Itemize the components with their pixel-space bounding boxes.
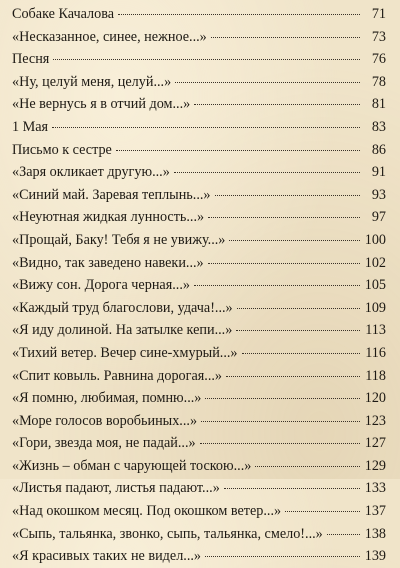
toc-entry-title: «Гори, звезда моя, не падай...» bbox=[12, 435, 196, 452]
toc-entry-page-number: 129 bbox=[364, 457, 386, 474]
toc-entry-page-number: 86 bbox=[371, 141, 386, 158]
toc-entry-title: «Вижу сон. Дорога черная...» bbox=[12, 277, 190, 294]
toc-entry bbox=[12, 229, 386, 252]
toc-entry-page-number: 116 bbox=[365, 344, 386, 361]
toc-entry-title: «Я красивых таких не видел...» bbox=[12, 548, 202, 565]
toc-entry-title: «Спит ковыль. Равнина дорогая...» bbox=[12, 367, 223, 384]
dot-leader bbox=[229, 240, 360, 241]
toc-entry-title: «Неуютная жидкая лунность...» bbox=[12, 209, 205, 226]
toc-entry-title: «Над окошком месяц. Под окошком ветер...» bbox=[12, 503, 282, 520]
toc-entry-page-number: 78 bbox=[371, 73, 386, 90]
dot-leader bbox=[194, 104, 360, 105]
dot-leader bbox=[236, 330, 360, 331]
toc-entry-page-number: 73 bbox=[371, 28, 386, 45]
toc-entry-page-number: 139 bbox=[364, 548, 386, 565]
dot-leader bbox=[53, 59, 360, 60]
dot-leader bbox=[194, 285, 360, 286]
toc-entry-page-number: 133 bbox=[364, 480, 386, 497]
toc-entry-title: «Тихий ветер. Вечер сине-хмурый...» bbox=[12, 344, 238, 361]
toc-entry-page-number: 120 bbox=[364, 390, 386, 407]
toc-entry-page-number: 105 bbox=[364, 277, 386, 294]
toc-entry bbox=[12, 116, 386, 139]
toc-entry bbox=[12, 206, 386, 229]
toc-entry-page-number: 118 bbox=[365, 367, 386, 384]
toc-entry-page-number: 83 bbox=[371, 118, 386, 135]
toc-entry-title: «Несказанное, синее, нежное...» bbox=[12, 28, 207, 45]
toc-entry-title: «Листья падают, листья падают...» bbox=[12, 480, 220, 497]
toc-entry bbox=[12, 477, 386, 500]
dot-leader bbox=[205, 556, 360, 557]
toc-entry-title: «Море голосов воробьиных...» bbox=[12, 412, 198, 429]
toc-entry-title: «Сыпь, тальянка, звонко, сыпь, тальянка, смело!...» bbox=[12, 525, 323, 542]
toc-entry bbox=[12, 93, 386, 116]
dot-leader bbox=[224, 488, 360, 489]
toc-entry bbox=[12, 274, 386, 297]
toc-entry bbox=[12, 455, 386, 478]
dot-leader bbox=[208, 217, 360, 218]
toc-entry bbox=[12, 319, 386, 342]
dot-leader bbox=[211, 37, 360, 38]
toc-entry-title: «Заря окликает другую...» bbox=[12, 164, 170, 181]
toc-entry bbox=[12, 545, 386, 568]
toc-entry bbox=[12, 523, 386, 546]
dot-leader bbox=[174, 172, 360, 173]
toc-entry-title: Песня bbox=[12, 51, 50, 68]
toc-entry bbox=[12, 252, 386, 275]
toc-entry-page-number: 93 bbox=[371, 186, 386, 203]
dot-leader bbox=[52, 127, 360, 128]
dot-leader bbox=[200, 443, 360, 444]
toc-entry-title: «Не вернусь я в отчий дом...» bbox=[12, 96, 191, 113]
toc-entry-page-number: 81 bbox=[371, 96, 386, 113]
dot-leader bbox=[205, 398, 360, 399]
toc-entry-page-number: 97 bbox=[371, 209, 386, 226]
dot-leader bbox=[327, 534, 360, 535]
toc-entry-title: Собаке Качалова bbox=[12, 6, 114, 22]
toc-entry bbox=[12, 139, 386, 162]
toc-entry-title: «Я иду долиной. На затылке кепи...» bbox=[12, 322, 233, 339]
toc-entry-page-number: 100 bbox=[364, 231, 386, 248]
toc-entry-page-number: 123 bbox=[364, 412, 386, 429]
toc-entry bbox=[12, 500, 386, 523]
toc-entry bbox=[12, 161, 386, 184]
toc-entry-page-number: 138 bbox=[364, 525, 386, 542]
toc-entry-page-number: 71 bbox=[371, 6, 386, 22]
dot-leader bbox=[208, 263, 360, 264]
dot-leader bbox=[237, 308, 360, 309]
dot-leader bbox=[242, 353, 360, 354]
toc-entry bbox=[12, 410, 386, 433]
toc-entry bbox=[12, 432, 386, 455]
toc-entry-page-number: 91 bbox=[371, 164, 386, 181]
toc-entry-page-number: 113 bbox=[365, 322, 386, 339]
toc-entry-page-number: 109 bbox=[364, 299, 386, 316]
toc-entry bbox=[12, 184, 386, 207]
toc-entry bbox=[12, 3, 386, 26]
table-of-contents bbox=[12, 3, 386, 568]
dot-leader bbox=[255, 466, 360, 467]
dot-leader bbox=[175, 82, 360, 83]
toc-entry-title: 1 Мая bbox=[12, 118, 49, 135]
toc-entry-title: «Ну, целуй меня, целуй...» bbox=[12, 73, 172, 90]
toc-entry-page-number: 76 bbox=[371, 51, 386, 68]
toc-entry-title: «Каждый труд благослови, удача!...» bbox=[12, 299, 233, 316]
toc-entry bbox=[12, 297, 386, 320]
toc-entry bbox=[12, 387, 386, 410]
toc-entry bbox=[12, 26, 386, 49]
toc-entry-title: «Я помню, любимая, помню...» bbox=[12, 390, 202, 407]
dot-leader bbox=[285, 511, 360, 512]
toc-entry bbox=[12, 342, 386, 365]
toc-entry bbox=[12, 365, 386, 388]
dot-leader bbox=[201, 421, 360, 422]
toc-entry bbox=[12, 71, 386, 94]
toc-entry-page-number: 102 bbox=[364, 254, 386, 271]
toc-entry-title: «Видно, так заведено навеки...» bbox=[12, 254, 204, 271]
toc-entry-title: «Синий май. Заревая теплынь...» bbox=[12, 186, 211, 203]
toc-entry-title: «Прощай, Баку! Тебя я не увижу...» bbox=[12, 231, 226, 248]
dot-leader bbox=[226, 376, 360, 377]
toc-entry-title: Письмо к сестре bbox=[12, 141, 112, 158]
toc-entry-page-number: 127 bbox=[364, 435, 386, 452]
dot-leader bbox=[116, 150, 360, 151]
dot-leader bbox=[118, 14, 360, 15]
toc-entry bbox=[12, 48, 386, 71]
toc-entry-title: «Жизнь – обман с чарующей тоскою...» bbox=[12, 457, 252, 474]
toc-entry-page-number: 137 bbox=[364, 503, 386, 520]
dot-leader bbox=[215, 195, 360, 196]
